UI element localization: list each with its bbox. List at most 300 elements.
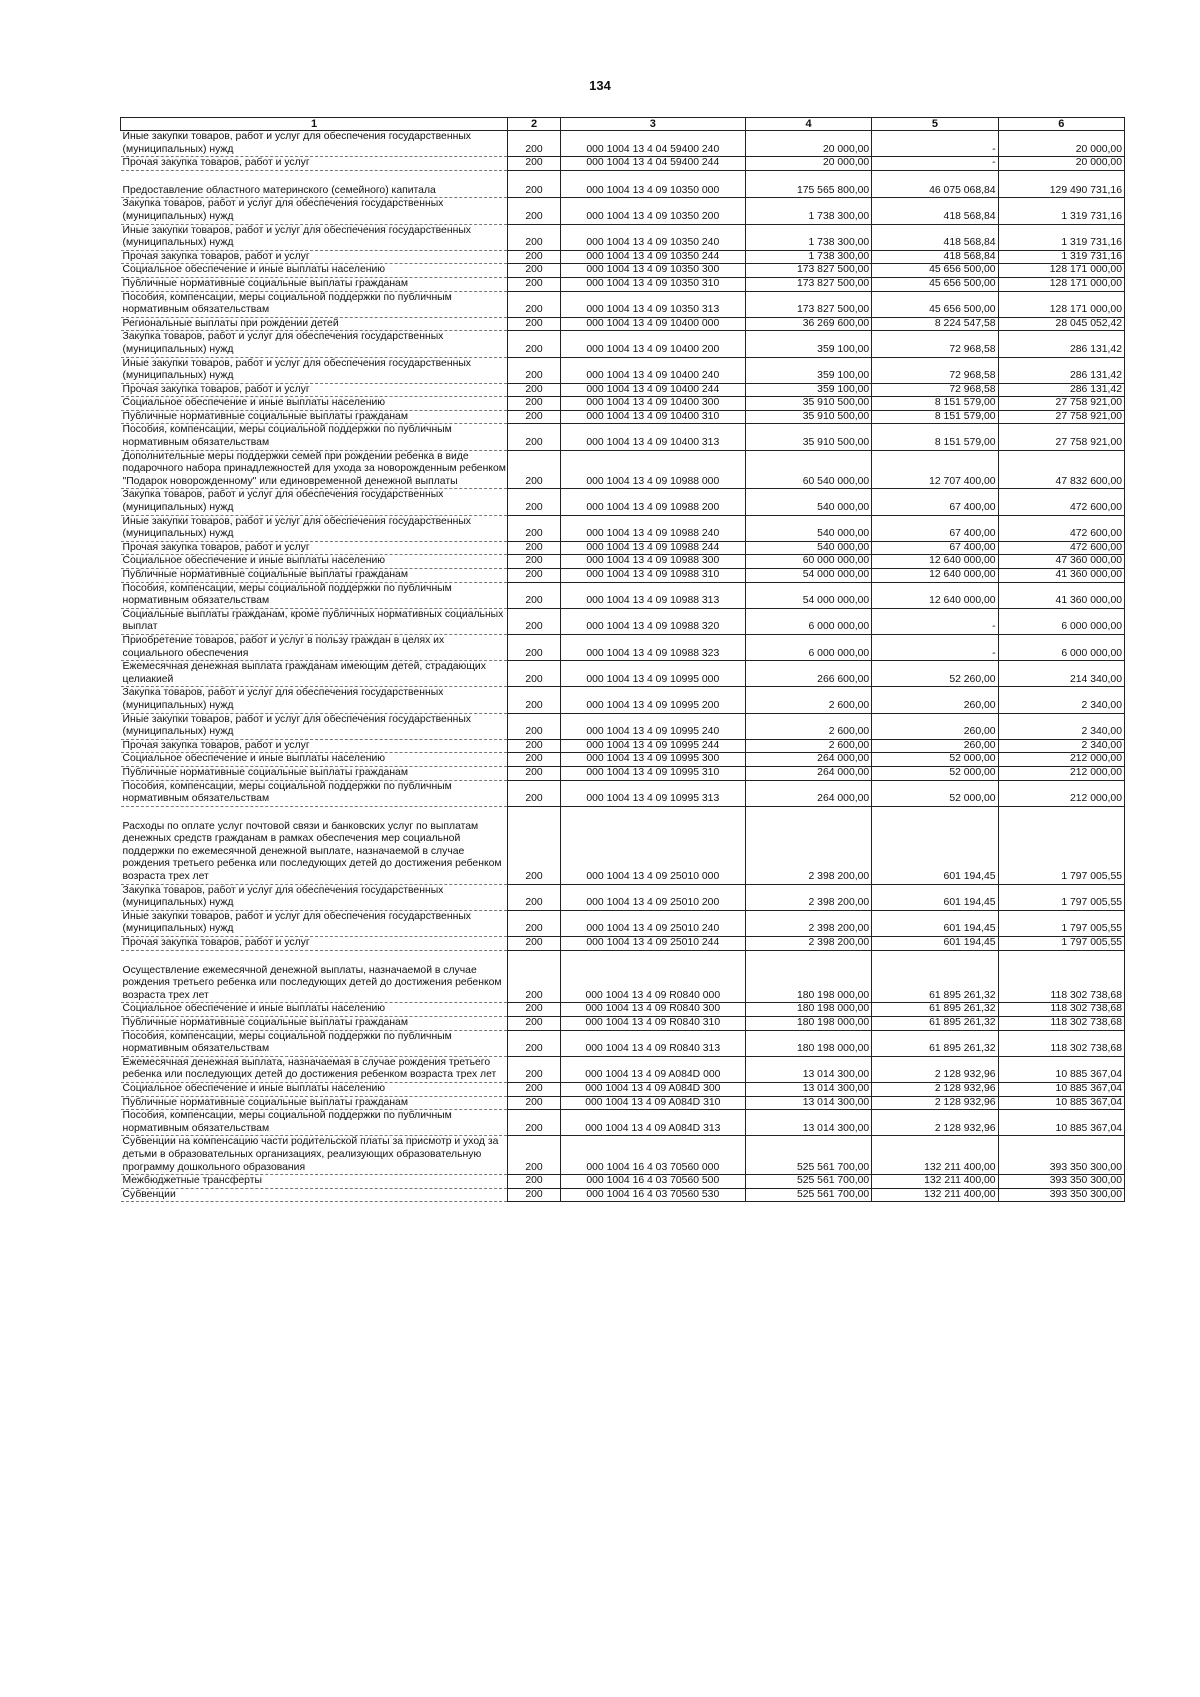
row-admin-code: 200 <box>508 224 561 250</box>
row-budget-code: 000 1004 13 4 09 10988 313 <box>560 582 745 608</box>
row-admin-code: 200 <box>508 634 561 660</box>
row-remaining-amount: 1 319 731,16 <box>998 250 1124 264</box>
row-remaining-amount: 2 340,00 <box>998 713 1124 739</box>
row-executed-amount: 260,00 <box>872 687 998 713</box>
row-remaining-amount: 27 758 921,00 <box>998 410 1124 424</box>
row-description: Приобретение товаров, работ и услуг в пользу граждан в целях их социального обеспечения <box>121 634 508 660</box>
row-admin-code: 200 <box>508 555 561 569</box>
row-remaining-amount: 1 319 731,16 <box>998 198 1124 224</box>
page-number: 134 <box>589 78 611 93</box>
row-approved-amount: 266 600,00 <box>745 661 871 687</box>
table-row <box>121 357 1125 383</box>
row-approved-amount: 54 000 000,00 <box>745 569 871 583</box>
row-description: Пособия, компенсации, меры социальной поддержки по публичным нормативным обязательствам <box>121 582 508 608</box>
row-remaining-amount: 2 340,00 <box>998 687 1124 713</box>
row-budget-code: 000 1004 13 4 09 25010 240 <box>560 910 745 936</box>
row-description: Пособия, компенсации, меры социальной поддержки по публичным нормативным обязательствам <box>121 1030 508 1056</box>
row-executed-amount: 132 211 400,00 <box>872 1136 998 1175</box>
row-admin-code: 200 <box>508 250 561 264</box>
table-row <box>121 753 1125 767</box>
row-approved-amount: 264 000,00 <box>745 753 871 767</box>
row-budget-code: 000 1004 13 4 09 25010 000 <box>560 806 745 884</box>
row-budget-code: 000 1004 13 4 09 10400 310 <box>560 410 745 424</box>
row-description: Предоставление областного материнского (семейного) капитала <box>121 170 508 198</box>
row-remaining-amount: 10 885 367,04 <box>998 1096 1124 1110</box>
row-executed-amount: 67 400,00 <box>872 489 998 515</box>
row-admin-code: 200 <box>508 582 561 608</box>
table-row <box>121 291 1125 317</box>
row-admin-code: 200 <box>508 950 561 1003</box>
row-description: Субвенции на компенсацию части родительской платы за присмотр и уход за детьми в образовательных организациях, реализующих образовательную программу дошкольного образования <box>121 1136 508 1175</box>
row-description: Иные закупки товаров, работ и услуг для обеспечения государственных (муниципальных) нужд <box>121 357 508 383</box>
row-approved-amount: 2 398 200,00 <box>745 806 871 884</box>
row-budget-code: 000 1004 13 4 09 10995 240 <box>560 713 745 739</box>
row-description: Социальное обеспечение и иные выплаты населению <box>121 264 508 278</box>
row-remaining-amount: 393 350 300,00 <box>998 1175 1124 1189</box>
row-admin-code: 200 <box>508 541 561 555</box>
row-approved-amount: 359 100,00 <box>745 357 871 383</box>
row-remaining-amount: 2 340,00 <box>998 739 1124 753</box>
row-description: Социальное обеспечение и иные выплаты населению <box>121 555 508 569</box>
row-remaining-amount: 128 171 000,00 <box>998 291 1124 317</box>
row-admin-code: 200 <box>508 1003 561 1017</box>
row-executed-amount: 45 656 500,00 <box>872 291 998 317</box>
row-remaining-amount: 20 000,00 <box>998 157 1124 171</box>
row-executed-amount: 61 895 261,32 <box>872 1030 998 1056</box>
row-remaining-amount: 393 350 300,00 <box>998 1188 1124 1202</box>
row-budget-code: 000 1004 16 4 03 70560 530 <box>560 1188 745 1202</box>
row-approved-amount: 540 000,00 <box>745 541 871 555</box>
row-admin-code: 200 <box>508 397 561 411</box>
row-approved-amount: 2 398 200,00 <box>745 937 871 951</box>
row-remaining-amount: 212 000,00 <box>998 753 1124 767</box>
row-description: Пособия, компенсации, меры социальной поддержки по публичным нормативным обязательствам <box>121 291 508 317</box>
row-executed-amount: 8 151 579,00 <box>872 397 998 411</box>
row-executed-amount: 8 151 579,00 <box>872 410 998 424</box>
row-admin-code: 200 <box>508 937 561 951</box>
row-executed-amount: - <box>872 131 998 157</box>
row-budget-code: 000 1004 13 4 09 10995 000 <box>560 661 745 687</box>
table-row <box>121 1056 1125 1082</box>
row-admin-code: 200 <box>508 1056 561 1082</box>
row-executed-amount: 45 656 500,00 <box>872 264 998 278</box>
row-description: Публичные нормативные социальные выплаты гражданам <box>121 277 508 291</box>
row-description: Региональные выплаты при рождении детей <box>121 317 508 331</box>
row-approved-amount: 264 000,00 <box>745 766 871 780</box>
row-approved-amount: 264 000,00 <box>745 780 871 806</box>
row-remaining-amount: 472 600,00 <box>998 541 1124 555</box>
row-remaining-amount: 393 350 300,00 <box>998 1136 1124 1175</box>
row-executed-amount: 418 568,84 <box>872 250 998 264</box>
table-row <box>121 1030 1125 1056</box>
table-row <box>121 1003 1125 1017</box>
row-admin-code: 200 <box>508 277 561 291</box>
row-description: Публичные нормативные социальные выплаты гражданам <box>121 1017 508 1031</box>
row-approved-amount: 13 014 300,00 <box>745 1082 871 1096</box>
row-budget-code: 000 1004 13 4 09 10350 244 <box>560 250 745 264</box>
table-row <box>121 489 1125 515</box>
table-row <box>121 157 1125 171</box>
row-executed-amount: - <box>872 608 998 634</box>
row-description: Социальное обеспечение и иные выплаты населению <box>121 753 508 767</box>
table-row <box>121 515 1125 541</box>
row-admin-code: 200 <box>508 357 561 383</box>
table-row <box>121 1175 1125 1189</box>
table-row <box>121 224 1125 250</box>
row-budget-code: 000 1004 13 4 09 R0840 310 <box>560 1017 745 1031</box>
row-description: Публичные нормативные социальные выплаты гражданам <box>121 766 508 780</box>
row-description: Иные закупки товаров, работ и услуг для обеспечения государственных (муниципальных) нужд <box>121 224 508 250</box>
table-body <box>121 131 1125 1202</box>
row-approved-amount: 6 000 000,00 <box>745 608 871 634</box>
row-budget-code: 000 1004 13 4 04 59400 240 <box>560 131 745 157</box>
row-remaining-amount: 28 045 052,42 <box>998 317 1124 331</box>
table-row <box>121 1136 1125 1175</box>
table-row <box>121 277 1125 291</box>
row-admin-code: 200 <box>508 157 561 171</box>
table-row <box>121 569 1125 583</box>
row-description: Прочая закупка товаров, работ и услуг <box>121 383 508 397</box>
table-row <box>121 1017 1125 1031</box>
row-admin-code: 200 <box>508 806 561 884</box>
row-description: Ежемесячная денежная выплата, назначаемая в случае рождения третьего ребенка или последующих детей до достижения ребенком возраста трех лет <box>121 1056 508 1082</box>
row-remaining-amount: 118 302 738,68 <box>998 1017 1124 1031</box>
row-remaining-amount: 27 758 921,00 <box>998 424 1124 450</box>
row-admin-code: 200 <box>508 198 561 224</box>
table-row <box>121 1110 1125 1136</box>
row-budget-code: 000 1004 13 4 09 10988 300 <box>560 555 745 569</box>
row-remaining-amount: 472 600,00 <box>998 515 1124 541</box>
row-admin-code: 200 <box>508 713 561 739</box>
row-description: Закупка товаров, работ и услуг для обеспечения государственных (муниципальных) нужд <box>121 687 508 713</box>
row-description: Прочая закупка товаров, работ и услуг <box>121 157 508 171</box>
row-admin-code: 200 <box>508 317 561 331</box>
row-admin-code: 200 <box>508 661 561 687</box>
row-executed-amount: 72 968,58 <box>872 357 998 383</box>
row-remaining-amount: 10 885 367,04 <box>998 1056 1124 1082</box>
row-budget-code: 000 1004 13 4 09 R0840 313 <box>560 1030 745 1056</box>
row-approved-amount: 60 540 000,00 <box>745 450 871 489</box>
row-budget-code: 000 1004 13 4 09 10995 310 <box>560 766 745 780</box>
row-remaining-amount: 212 000,00 <box>998 766 1124 780</box>
row-executed-amount: 2 128 932,96 <box>872 1096 998 1110</box>
row-executed-amount: 601 194,45 <box>872 937 998 951</box>
table-row <box>121 687 1125 713</box>
row-remaining-amount: 41 360 000,00 <box>998 582 1124 608</box>
row-approved-amount: 2 600,00 <box>745 687 871 713</box>
row-executed-amount: 132 211 400,00 <box>872 1188 998 1202</box>
table-row <box>121 766 1125 780</box>
row-executed-amount: 12 640 000,00 <box>872 555 998 569</box>
table-header-row <box>121 118 1125 131</box>
row-description: Иные закупки товаров, работ и услуг для обеспечения государственных (муниципальных) нужд <box>121 910 508 936</box>
row-budget-code: 000 1004 13 4 09 10995 200 <box>560 687 745 713</box>
row-description: Иные закупки товаров, работ и услуг для обеспечения государственных (муниципальных) нужд <box>121 713 508 739</box>
row-executed-amount: - <box>872 634 998 660</box>
row-executed-amount: 12 640 000,00 <box>872 569 998 583</box>
row-approved-amount: 54 000 000,00 <box>745 582 871 608</box>
row-approved-amount: 525 561 700,00 <box>745 1188 871 1202</box>
row-remaining-amount: 118 302 738,68 <box>998 1003 1124 1017</box>
row-budget-code: 000 1004 13 4 09 A084D 310 <box>560 1096 745 1110</box>
row-admin-code: 200 <box>508 1096 561 1110</box>
row-approved-amount: 6 000 000,00 <box>745 634 871 660</box>
row-budget-code: 000 1004 13 4 09 10350 310 <box>560 277 745 291</box>
row-approved-amount: 20 000,00 <box>745 131 871 157</box>
header-col-4: 4 <box>745 118 871 131</box>
row-executed-amount: 8 224 547,58 <box>872 317 998 331</box>
row-remaining-amount: 41 360 000,00 <box>998 569 1124 583</box>
row-description: Пособия, компенсации, меры социальной поддержки по публичным нормативным обязательствам <box>121 780 508 806</box>
row-admin-code: 200 <box>508 264 561 278</box>
row-description: Прочая закупка товаров, работ и услуг <box>121 739 508 753</box>
row-description: Закупка товаров, работ и услуг для обеспечения государственных (муниципальных) нужд <box>121 331 508 357</box>
row-executed-amount: 2 128 932,96 <box>872 1110 998 1136</box>
row-budget-code: 000 1004 13 4 09 10988 320 <box>560 608 745 634</box>
row-description: Пособия, компенсации, меры социальной поддержки по публичным нормативным обязательствам <box>121 424 508 450</box>
row-admin-code: 200 <box>508 910 561 936</box>
row-remaining-amount: 27 758 921,00 <box>998 397 1124 411</box>
row-approved-amount: 525 561 700,00 <box>745 1175 871 1189</box>
row-budget-code: 000 1004 13 4 09 10988 240 <box>560 515 745 541</box>
row-approved-amount: 180 198 000,00 <box>745 1030 871 1056</box>
table-row <box>121 713 1125 739</box>
row-executed-amount: 601 194,45 <box>872 884 998 910</box>
row-approved-amount: 13 014 300,00 <box>745 1110 871 1136</box>
row-remaining-amount: 1 797 005,55 <box>998 806 1124 884</box>
row-approved-amount: 2 398 200,00 <box>745 910 871 936</box>
row-executed-amount: 8 151 579,00 <box>872 424 998 450</box>
row-budget-code: 000 1004 13 4 09 25010 200 <box>560 884 745 910</box>
row-remaining-amount: 10 885 367,04 <box>998 1110 1124 1136</box>
row-executed-amount: 67 400,00 <box>872 541 998 555</box>
row-remaining-amount: 6 000 000,00 <box>998 608 1124 634</box>
row-executed-amount: 67 400,00 <box>872 515 998 541</box>
row-remaining-amount: 118 302 738,68 <box>998 1030 1124 1056</box>
row-description: Публичные нормативные социальные выплаты гражданам <box>121 1096 508 1110</box>
row-budget-code: 000 1004 13 4 09 A084D 313 <box>560 1110 745 1136</box>
row-remaining-amount: 10 885 367,04 <box>998 1082 1124 1096</box>
table-row <box>121 198 1125 224</box>
table-row <box>121 170 1125 198</box>
row-description: Закупка товаров, работ и услуг для обеспечения государственных (муниципальных) нужд <box>121 884 508 910</box>
row-remaining-amount: 286 131,42 <box>998 331 1124 357</box>
row-executed-amount: 52 260,00 <box>872 661 998 687</box>
row-executed-amount: - <box>872 157 998 171</box>
row-executed-amount: 132 211 400,00 <box>872 1175 998 1189</box>
row-admin-code: 200 <box>508 1188 561 1202</box>
row-remaining-amount: 1 319 731,16 <box>998 224 1124 250</box>
row-approved-amount: 359 100,00 <box>745 331 871 357</box>
row-approved-amount: 1 738 300,00 <box>745 250 871 264</box>
row-budget-code: 000 1004 13 4 09 10988 323 <box>560 634 745 660</box>
table-row <box>121 739 1125 753</box>
row-budget-code: 000 1004 13 4 09 25010 244 <box>560 937 745 951</box>
row-admin-code: 200 <box>508 1110 561 1136</box>
row-description: Социальное обеспечение и иные выплаты населению <box>121 397 508 411</box>
table-row <box>121 250 1125 264</box>
row-approved-amount: 540 000,00 <box>745 515 871 541</box>
row-executed-amount: 52 000,00 <box>872 780 998 806</box>
row-remaining-amount: 286 131,42 <box>998 357 1124 383</box>
row-admin-code: 200 <box>508 170 561 198</box>
row-remaining-amount: 118 302 738,68 <box>998 950 1124 1003</box>
row-approved-amount: 36 269 600,00 <box>745 317 871 331</box>
row-admin-code: 200 <box>508 489 561 515</box>
header-col-3: 3 <box>560 118 745 131</box>
row-executed-amount: 72 968,58 <box>872 383 998 397</box>
row-description: Межбюджетные трансферты <box>121 1175 508 1189</box>
row-budget-code: 000 1004 13 4 09 A084D 000 <box>560 1056 745 1082</box>
row-remaining-amount: 128 171 000,00 <box>998 264 1124 278</box>
row-executed-amount: 418 568,84 <box>872 198 998 224</box>
row-admin-code: 200 <box>508 687 561 713</box>
row-budget-code: 000 1004 13 4 09 10988 200 <box>560 489 745 515</box>
row-budget-code: 000 1004 13 4 09 10988 310 <box>560 569 745 583</box>
table-row <box>121 910 1125 936</box>
row-approved-amount: 2 398 200,00 <box>745 884 871 910</box>
table-row <box>121 1188 1125 1202</box>
row-description: Прочая закупка товаров, работ и услуг <box>121 250 508 264</box>
row-approved-amount: 175 565 800,00 <box>745 170 871 198</box>
row-remaining-amount: 212 000,00 <box>998 780 1124 806</box>
row-approved-amount: 180 198 000,00 <box>745 950 871 1003</box>
row-admin-code: 200 <box>508 1017 561 1031</box>
row-remaining-amount: 128 171 000,00 <box>998 277 1124 291</box>
header-col-2: 2 <box>508 118 561 131</box>
row-remaining-amount: 47 360 000,00 <box>998 555 1124 569</box>
row-description: Субвенции <box>121 1188 508 1202</box>
row-admin-code: 200 <box>508 753 561 767</box>
row-admin-code: 200 <box>508 766 561 780</box>
table-row <box>121 331 1125 357</box>
table-row <box>121 1096 1125 1110</box>
row-budget-code: 000 1004 13 4 09 10400 240 <box>560 357 745 383</box>
row-budget-code: 000 1004 13 4 09 A084D 300 <box>560 1082 745 1096</box>
row-remaining-amount: 214 340,00 <box>998 661 1124 687</box>
row-executed-amount: 61 895 261,32 <box>872 1017 998 1031</box>
row-approved-amount: 173 827 500,00 <box>745 277 871 291</box>
row-approved-amount: 13 014 300,00 <box>745 1056 871 1082</box>
row-approved-amount: 173 827 500,00 <box>745 291 871 317</box>
row-admin-code: 200 <box>508 383 561 397</box>
row-description: Социальные выплаты гражданам, кроме публичных нормативных социальных выплат <box>121 608 508 634</box>
row-remaining-amount: 20 000,00 <box>998 131 1124 157</box>
row-description: Прочая закупка товаров, работ и услуг <box>121 541 508 555</box>
row-budget-code: 000 1004 16 4 03 70560 000 <box>560 1136 745 1175</box>
row-executed-amount: 52 000,00 <box>872 753 998 767</box>
row-remaining-amount: 286 131,42 <box>998 383 1124 397</box>
row-admin-code: 200 <box>508 884 561 910</box>
table-row <box>121 937 1125 951</box>
row-admin-code: 200 <box>508 450 561 489</box>
row-remaining-amount: 472 600,00 <box>998 489 1124 515</box>
row-admin-code: 200 <box>508 739 561 753</box>
table-row <box>121 806 1125 884</box>
row-approved-amount: 359 100,00 <box>745 383 871 397</box>
row-approved-amount: 180 198 000,00 <box>745 1017 871 1031</box>
row-approved-amount: 2 600,00 <box>745 713 871 739</box>
row-remaining-amount: 129 490 731,16 <box>998 170 1124 198</box>
row-budget-code: 000 1004 13 4 09 10995 300 <box>560 753 745 767</box>
row-admin-code: 200 <box>508 1136 561 1175</box>
row-budget-code: 000 1004 13 4 09 R0840 000 <box>560 950 745 1003</box>
table-row <box>121 410 1125 424</box>
table-row <box>121 608 1125 634</box>
row-remaining-amount: 1 797 005,55 <box>998 910 1124 936</box>
table-row <box>121 383 1125 397</box>
table-row <box>121 884 1125 910</box>
row-budget-code: 000 1004 13 4 09 10350 240 <box>560 224 745 250</box>
row-admin-code: 200 <box>508 131 561 157</box>
table-row <box>121 450 1125 489</box>
budget-table <box>120 117 1125 1202</box>
row-executed-amount: 601 194,45 <box>872 806 998 884</box>
row-description: Социальное обеспечение и иные выплаты населению <box>121 1082 508 1096</box>
row-admin-code: 200 <box>508 410 561 424</box>
row-admin-code: 200 <box>508 608 561 634</box>
row-approved-amount: 180 198 000,00 <box>745 1003 871 1017</box>
row-budget-code: 000 1004 13 4 09 R0840 300 <box>560 1003 745 1017</box>
row-approved-amount: 35 910 500,00 <box>745 397 871 411</box>
row-description: Социальное обеспечение и иные выплаты населению <box>121 1003 508 1017</box>
row-budget-code: 000 1004 13 4 09 10350 300 <box>560 264 745 278</box>
row-executed-amount: 418 568,84 <box>872 224 998 250</box>
row-description: Иные закупки товаров, работ и услуг для обеспечения государственных (муниципальных) нужд <box>121 515 508 541</box>
table-row <box>121 661 1125 687</box>
row-description: Прочая закупка товаров, работ и услуг <box>121 937 508 951</box>
row-budget-code: 000 1004 13 4 09 10350 000 <box>560 170 745 198</box>
table-row <box>121 424 1125 450</box>
table-row <box>121 317 1125 331</box>
row-remaining-amount: 6 000 000,00 <box>998 634 1124 660</box>
row-description: Ежемесячная денежная выплата гражданам имеющим детей, страдающих целиакией <box>121 661 508 687</box>
table-row <box>121 780 1125 806</box>
row-executed-amount: 2 128 932,96 <box>872 1056 998 1082</box>
row-executed-amount: 61 895 261,32 <box>872 950 998 1003</box>
row-approved-amount: 525 561 700,00 <box>745 1136 871 1175</box>
table-row <box>121 555 1125 569</box>
row-approved-amount: 13 014 300,00 <box>745 1096 871 1110</box>
row-description: Публичные нормативные социальные выплаты гражданам <box>121 569 508 583</box>
row-budget-code: 000 1004 16 4 03 70560 500 <box>560 1175 745 1189</box>
row-executed-amount: 260,00 <box>872 739 998 753</box>
row-approved-amount: 35 910 500,00 <box>745 410 871 424</box>
row-description: Публичные нормативные социальные выплаты гражданам <box>121 410 508 424</box>
row-budget-code: 000 1004 13 4 09 10350 313 <box>560 291 745 317</box>
row-remaining-amount: 1 797 005,55 <box>998 937 1124 951</box>
header-col-1: 1 <box>121 118 508 131</box>
row-executed-amount: 46 075 068,84 <box>872 170 998 198</box>
row-description: Закупка товаров, работ и услуг для обеспечения государственных (муниципальных) нужд <box>121 198 508 224</box>
row-budget-code: 000 1004 13 4 09 10400 300 <box>560 397 745 411</box>
row-description: Закупка товаров, работ и услуг для обеспечения государственных (муниципальных) нужд <box>121 489 508 515</box>
row-remaining-amount: 47 832 600,00 <box>998 450 1124 489</box>
row-admin-code: 200 <box>508 1175 561 1189</box>
header-col-5: 5 <box>872 118 998 131</box>
row-admin-code: 200 <box>508 291 561 317</box>
row-description: Дополнительные меры поддержки семей при рождении ребенка в виде подарочного набора принадлежностей для ухода за новорожденным ребенком "Подарок новорожденному" или единовременной денежной выплаты <box>121 450 508 489</box>
row-approved-amount: 2 600,00 <box>745 739 871 753</box>
row-executed-amount: 61 895 261,32 <box>872 1003 998 1017</box>
row-budget-code: 000 1004 13 4 09 10400 200 <box>560 331 745 357</box>
row-executed-amount: 72 968,58 <box>872 331 998 357</box>
row-admin-code: 200 <box>508 331 561 357</box>
row-approved-amount: 1 738 300,00 <box>745 198 871 224</box>
table-row <box>121 264 1125 278</box>
row-budget-code: 000 1004 13 4 09 10995 313 <box>560 780 745 806</box>
row-approved-amount: 173 827 500,00 <box>745 264 871 278</box>
